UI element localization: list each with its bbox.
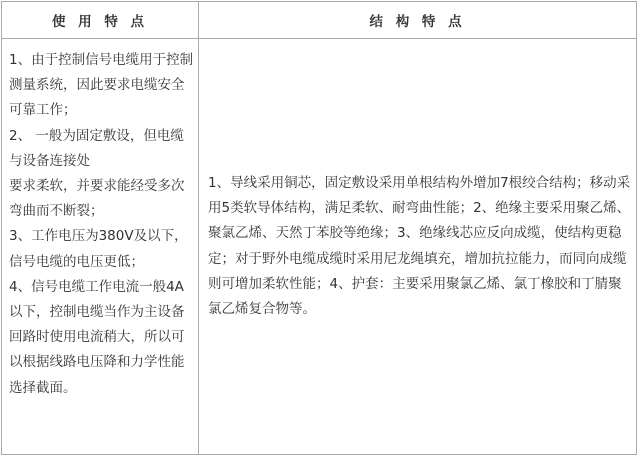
usage-line: 测量系统，因此要求电缆安全 [9, 77, 185, 94]
structure-header: 结 构 特 点 [199, 2, 636, 39]
usage-line: 可靠工作； [9, 102, 77, 119]
usage-cell [2, 39, 199, 454]
structure-line: 用5类软导体结构，满足柔软、耐弯曲性能；2、绝缘主要采用聚乙烯、 [208, 200, 631, 217]
usage-line: 回路时使用电流稍大，所以可 [9, 329, 185, 346]
usage-line: 4、信号电缆工作电流一般4A [9, 278, 184, 295]
usage-line: 与设备连接处 [9, 152, 90, 169]
structure-line: 氯乙烯复合物等。 [208, 300, 316, 317]
structure-line: 1、导线采用铜芯，固定敷设采用单根结构外增加7根绞合结构；移动采 [208, 174, 631, 191]
usage-line: 选择截面。 [9, 379, 77, 396]
characteristics-table [1, 1, 637, 455]
usage-line: 要求柔软，并要求能经受多次 [9, 178, 185, 195]
usage-header: 使 用 特 点 [2, 2, 199, 39]
usage-line: 弯曲而不断裂； [9, 203, 104, 220]
usage-line: 2、 一般为固定敷设，但电缆 [9, 127, 184, 144]
structure-cell [199, 39, 636, 454]
usage-line: 以下，控制电缆当作为主设备 [9, 304, 185, 321]
structure-line: 聚氯乙烯、天然丁苯胶等绝缘；3、绝缘线芯应反向成缆，使结构更稳 [208, 225, 622, 242]
structure-line: 定；对于野外电缆成缆时采用尼龙绳填充，增加抗拉能力，而同向成缆 [208, 250, 627, 267]
usage-line: 3、工作电压为380V及以下， [9, 228, 188, 245]
usage-line: 1、由于控制信号电缆用于控制 [9, 52, 194, 68]
usage-line: 信号电缆的电压更低； [9, 253, 144, 270]
usage-line: 以根据线路电压降和力学性能 [9, 354, 185, 371]
structure-line: 则可增加柔软性能；4、护套：主要采用聚氯乙烯、氯丁橡胶和丁腈聚 [208, 275, 622, 292]
structure-paragraph [208, 171, 630, 322]
